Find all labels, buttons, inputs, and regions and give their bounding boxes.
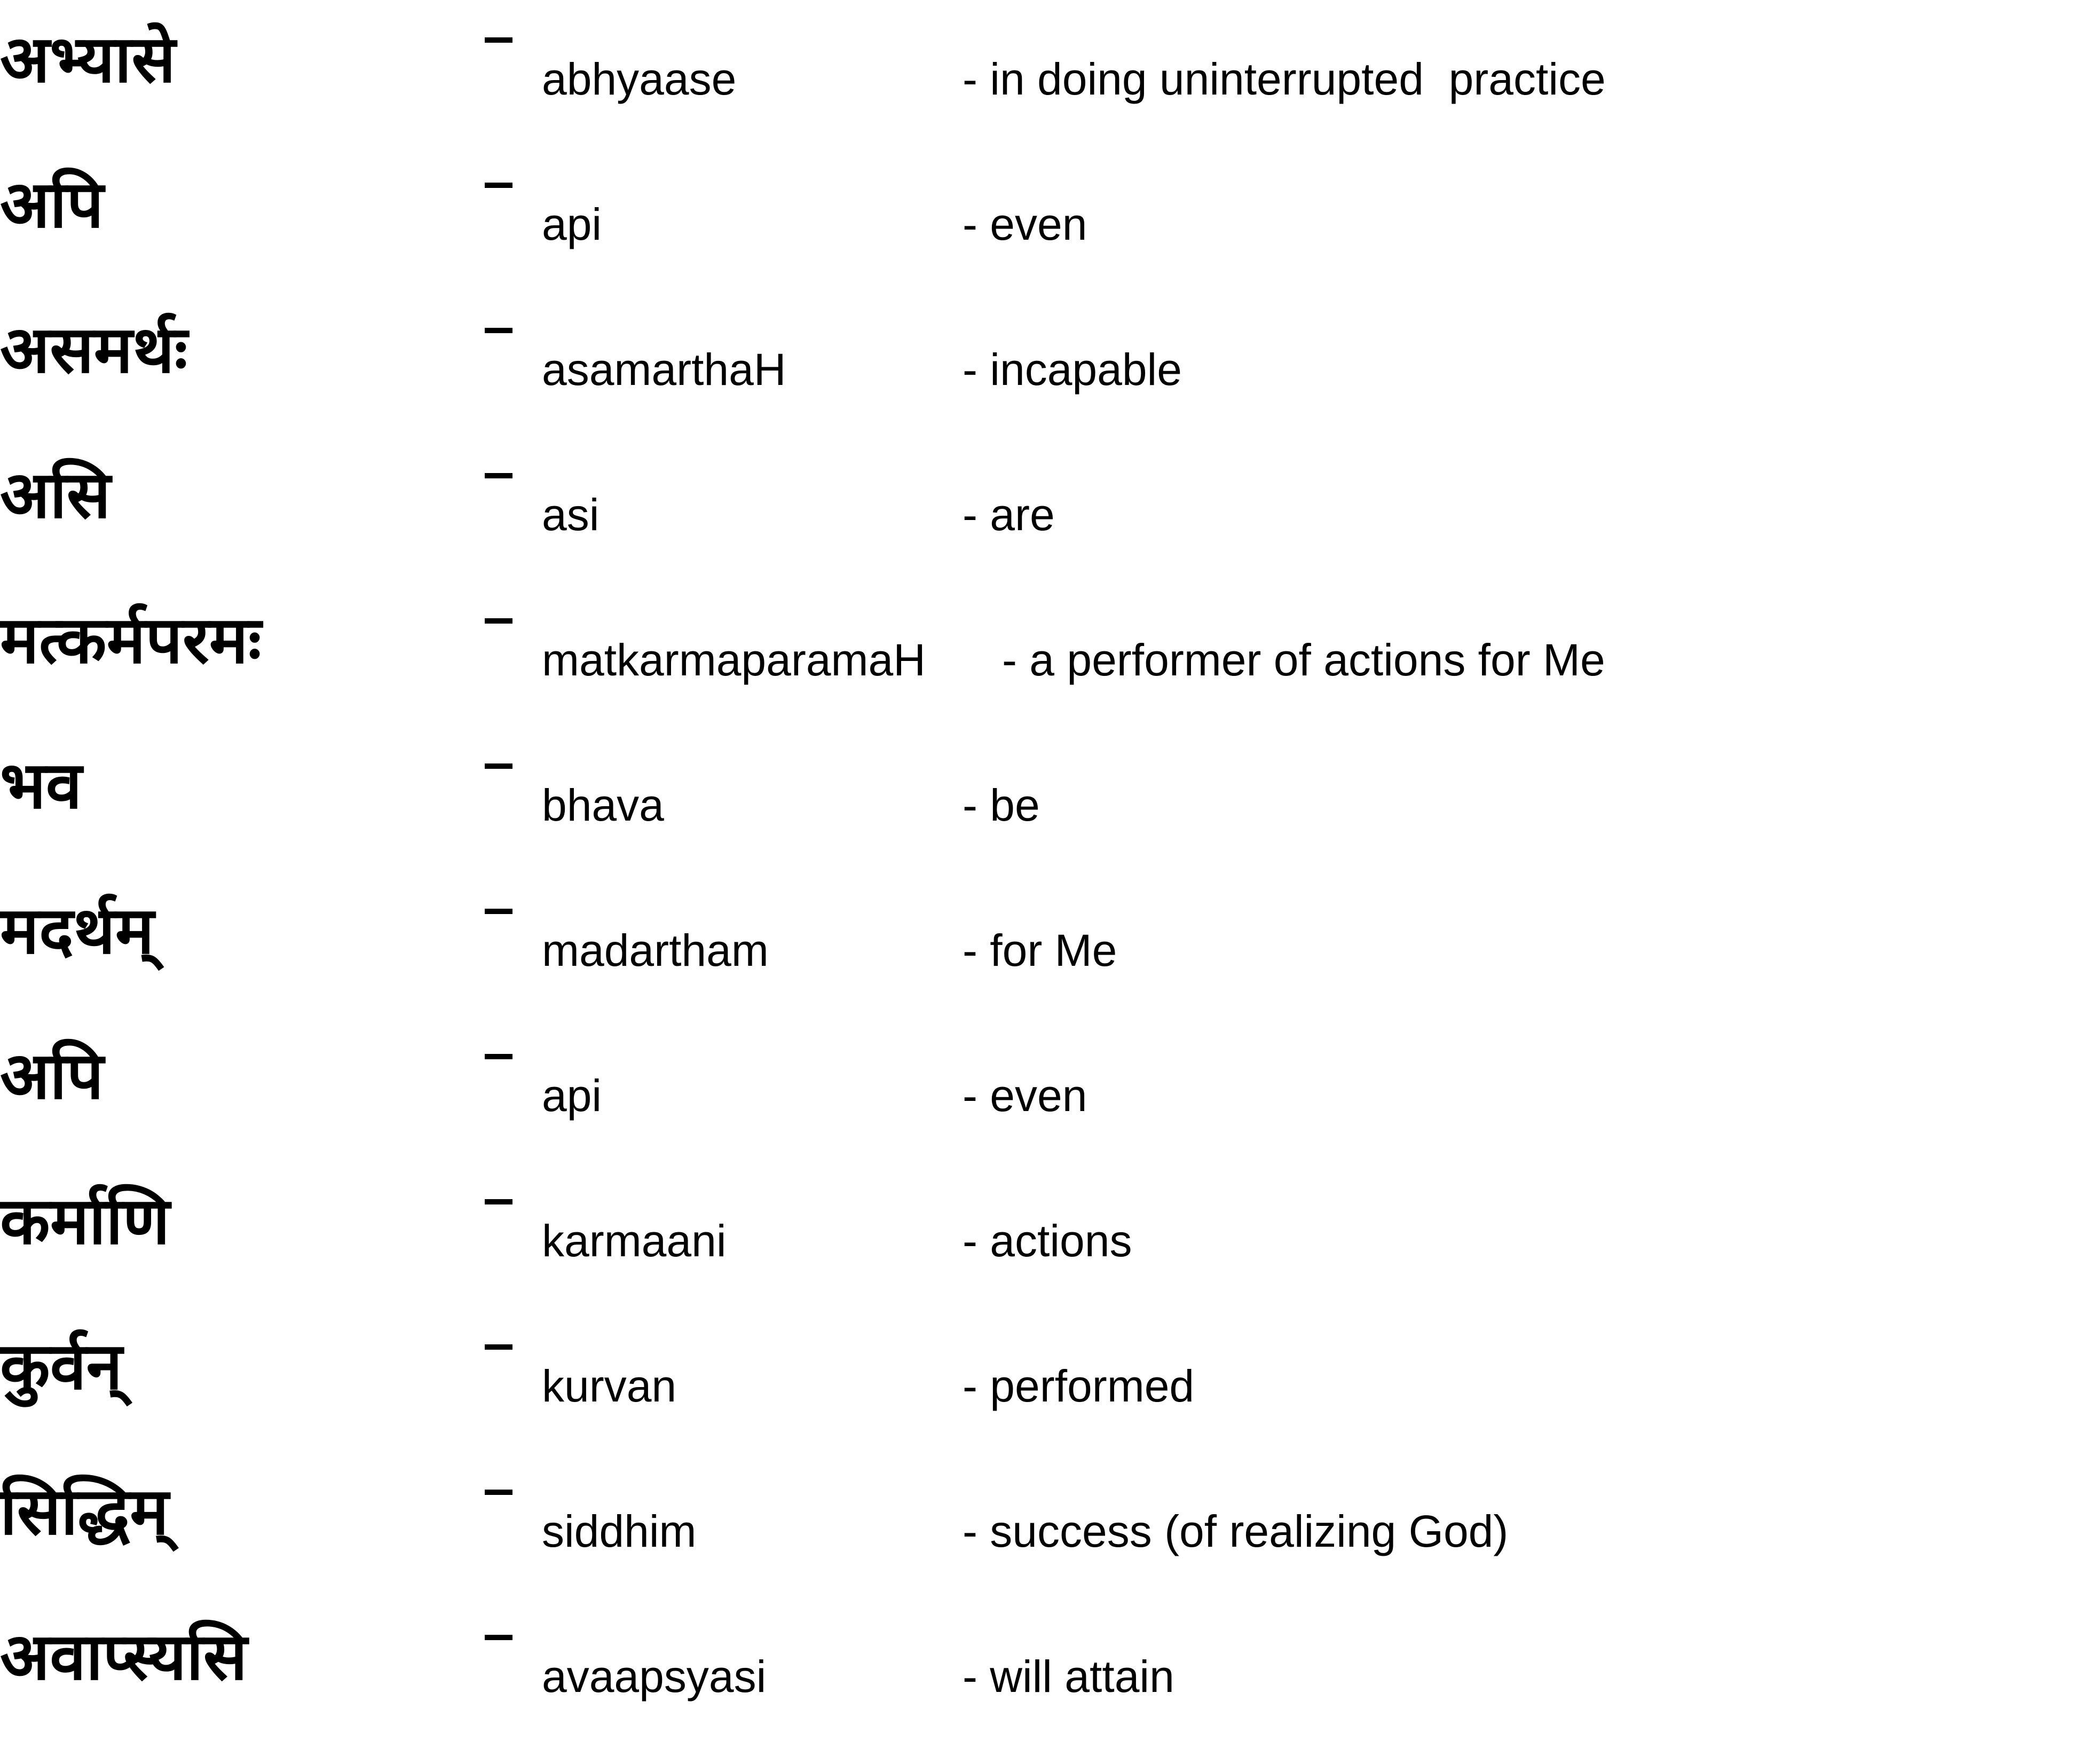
glossary-row	[0, 167, 2082, 312]
transliteration: madartham	[542, 925, 769, 975]
separator-dash	[485, 1635, 512, 1640]
sanskrit-word: भव	[0, 746, 82, 823]
sanskrit-word: मदर्थम्	[0, 892, 154, 968]
meaning: - even	[963, 1070, 1087, 1121]
separator-dash	[485, 37, 512, 43]
separator-dash	[485, 183, 512, 188]
glossary-row	[0, 1183, 2082, 1328]
separator-dash	[485, 1344, 512, 1350]
separator-dash	[485, 473, 512, 478]
sanskrit-word: अवाप्स्यसि	[0, 1618, 248, 1695]
glossary-row	[0, 602, 2082, 747]
separator-dash	[485, 909, 512, 914]
transliteration: avaapsyasi	[542, 1651, 767, 1702]
sanskrit-word: अपि	[0, 166, 104, 242]
sanskrit-word: असि	[0, 456, 111, 533]
glossary-row	[0, 747, 2082, 893]
separator-dash	[485, 1199, 512, 1204]
transliteration: asi	[542, 490, 600, 540]
meaning: - are	[963, 490, 1055, 540]
glossary-row	[0, 893, 2082, 1038]
transliteration: api	[542, 199, 602, 249]
meaning: - performed	[963, 1361, 1195, 1411]
meaning: - be	[963, 780, 1040, 830]
meaning: - incapable	[963, 344, 1182, 395]
sanskrit-word: अपि	[0, 1037, 104, 1114]
separator-dash	[485, 618, 512, 624]
meaning: - will attain	[963, 1651, 1174, 1702]
meaning: - in doing uninterrupted practice	[963, 54, 1606, 104]
sanskrit-word: कुर्वन्	[0, 1327, 123, 1404]
glossary-row	[0, 1474, 2082, 1619]
meaning: - a performer of actions for Me	[1002, 635, 1605, 685]
glossary-row	[0, 1038, 2082, 1183]
glossary-row	[0, 1328, 2082, 1474]
glossary-row	[0, 457, 2082, 602]
transliteration: asamarthaH	[542, 344, 786, 395]
sanskrit-word: मत्कर्मपरमः	[0, 601, 262, 678]
sanskrit-word: असमर्थः	[0, 311, 188, 388]
transliteration: karmaani	[542, 1216, 727, 1266]
transliteration: api	[542, 1070, 602, 1121]
transliteration: abhyaase	[542, 54, 737, 104]
sanskrit-word: सिद्धिम्	[0, 1472, 169, 1549]
meaning: - success (of realizing God)	[963, 1506, 1509, 1556]
separator-dash	[485, 1054, 512, 1059]
glossary-row	[0, 1619, 2082, 1764]
separator-dash	[485, 763, 512, 769]
transliteration: matkarmaparamaH	[542, 635, 926, 685]
transliteration: bhava	[542, 780, 664, 830]
separator-dash	[485, 1490, 512, 1495]
meaning: - for Me	[963, 925, 1117, 975]
glossary-row	[0, 312, 2082, 457]
sanskrit-word: अभ्यासे	[0, 20, 176, 97]
glossary-row	[0, 21, 2082, 167]
sanskrit-word: कर्माणि	[0, 1182, 170, 1259]
meaning: - even	[963, 199, 1087, 249]
meaning: - actions	[963, 1216, 1132, 1266]
separator-dash	[485, 328, 512, 333]
transliteration: kurvan	[542, 1361, 677, 1411]
transliteration: siddhim	[542, 1506, 697, 1556]
